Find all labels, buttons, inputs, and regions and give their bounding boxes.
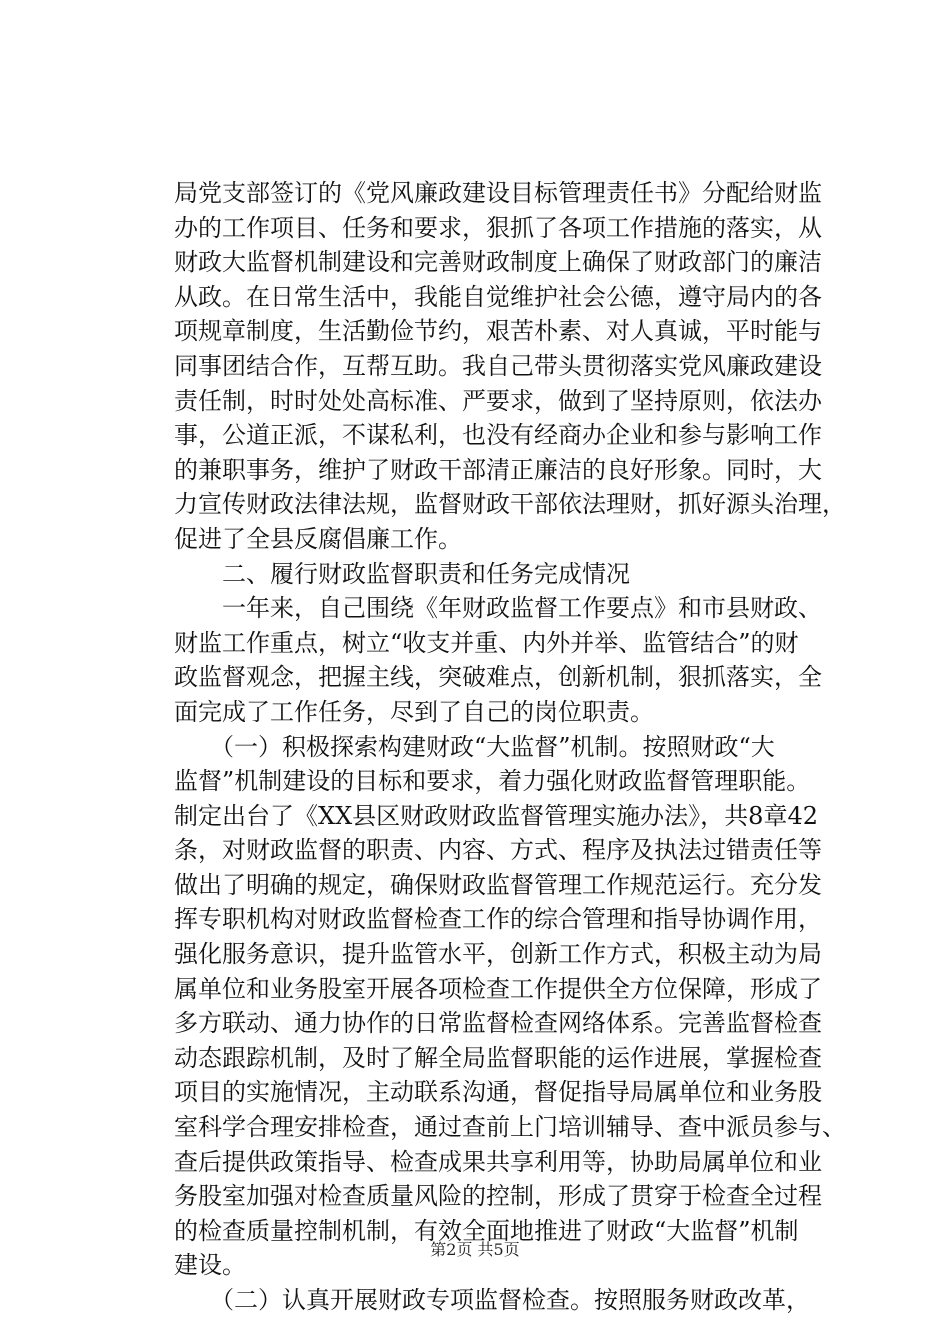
text-line: 同事团结合作，互帮互助。我自己带头贯彻落实党风廉政建设	[174, 351, 822, 380]
text-line: 查后提供政策指导、检查成果共享利用等，协助局属单位和业	[174, 1147, 822, 1176]
text-line: 办的工作项目、任务和要求，狠抓了各项工作措施的落实，从	[174, 213, 822, 242]
text-line: 责任制，时时处处高标准、严要求，做到了坚持原则，依法办	[174, 386, 822, 415]
text-line: 做出了明确的规定，确保财政监督管理工作规范运行。充分发	[174, 870, 822, 899]
text-line: 的检查质量控制机制，有效全面地推进了财政“大监督”机制	[174, 1216, 799, 1245]
text-line: 务股室加强对检查质量风险的控制，形成了贯穿于检查全过程	[174, 1182, 822, 1211]
text-line: 的兼职事务，维护了财政干部清正廉洁的良好形象。同时，大	[174, 455, 822, 484]
text-line: 一年来，自己围绕《年财政监督工作要点》和市县财政、	[174, 594, 822, 623]
text-line: 从政。在日常生活中，我能自觉维护社会公德，遵守局内的各	[174, 282, 822, 311]
text-line: 条，对财政监督的职责、内容、方式、程序及执法过错责任等	[174, 836, 822, 865]
text-line: 财监工作重点，树立“收支并重、内外并举、监管结合”的财	[174, 628, 799, 657]
text-line: 力宣传财政法律法规，监督财政干部依法理财，抓好源头治理，	[174, 490, 846, 519]
text-line: 项规章制度，生活勤俭节约，艰苦朴素、对人真诚，平时能与	[174, 317, 822, 346]
text-line: 财政大监督机制建设和完善财政制度上确保了财政部门的廉洁	[174, 248, 822, 277]
text-line: 监督”机制建设的目标和要求，着力强化财政监督管理职能。	[174, 767, 811, 796]
text-line: 项目的实施情况，主动联系沟通，督促指导局属单位和业务股	[174, 1078, 822, 1107]
text-line: 制定出台了《XX县区财政财政监督管理实施办法》，共8章42	[174, 801, 818, 830]
text-line: （一）积极探索构建财政“大监督”机制。按照财政“大	[174, 732, 775, 761]
text-line: 建设。	[174, 1251, 246, 1280]
text-line: 属单位和业务股室开展各项检查工作提供全方位保障，形成了	[174, 974, 822, 1003]
body-text	[174, 176, 854, 1318]
text-line: 二、履行财政监督职责和任务完成情况	[174, 559, 630, 588]
text-line: 挥专职机构对财政监督检查工作的综合管理和指导协调作用，	[174, 905, 822, 934]
text-line: 局党支部签订的《党风廉政建设目标管理责任书》分配给财监	[174, 179, 822, 207]
text-line: 室科学合理安排检查，通过查前上门培训辅导、查中派员参与、	[174, 1113, 846, 1142]
text-line: 事，公道正派，不谋私利，也没有经商办企业和参与影响工作	[174, 421, 822, 450]
text-line: 政监督观念，把握主线，突破难点，创新机制，狠抓落实，全	[174, 663, 822, 692]
text-line: 多方联动、通力协作的日常监督检查网络体系。完善监督检查	[174, 1009, 822, 1038]
text-line: 动态跟踪机制，及时了解全局监督职能的运作进展，掌握检查	[174, 1043, 822, 1072]
text-line: 面完成了工作任务，尽到了自己的岗位职责。	[174, 697, 654, 726]
text-line: （二）认真开展财政专项监督检查。按照服务财政改革，	[174, 1286, 810, 1314]
text-line: 强化服务意识，提升监管水平，创新工作方式，积极主动为局	[174, 940, 822, 969]
text-line: 促进了全县反腐倡廉工作。	[174, 524, 462, 553]
page-footer: 第2页 共5页	[430, 1240, 520, 1259]
